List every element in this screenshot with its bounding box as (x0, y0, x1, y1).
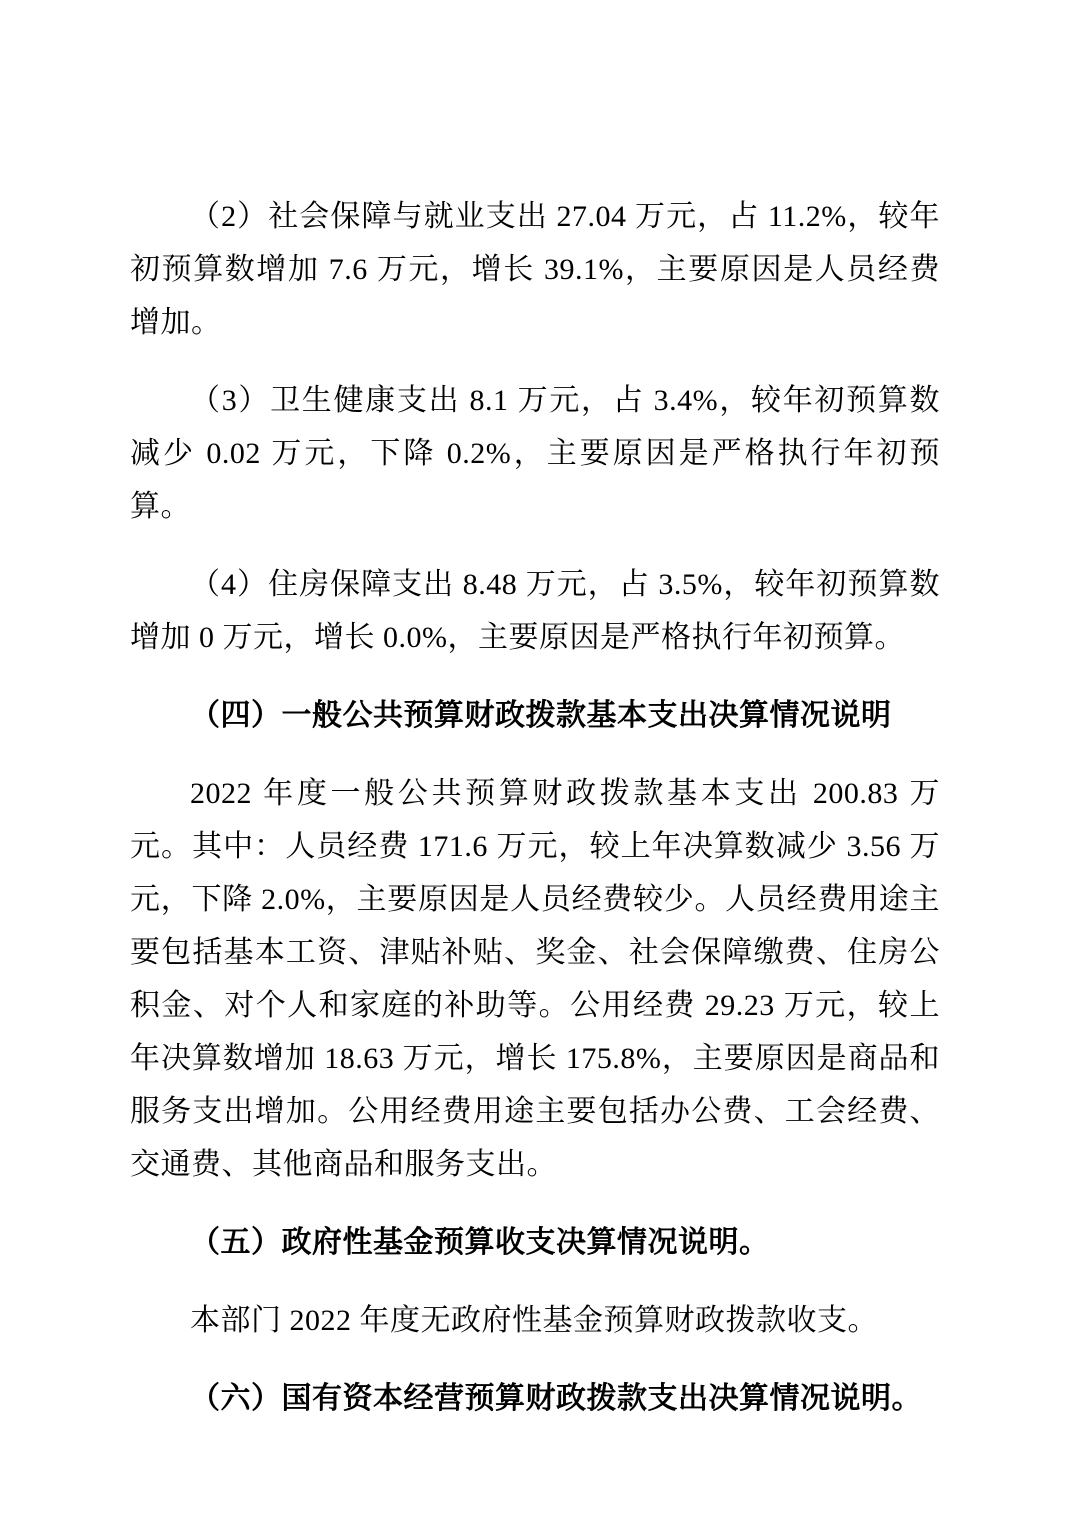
paragraph-health-expenditure: （3）卫生健康支出 8.1 万元，占 3.4%，较年初预算数减少 0.02 万元，下降 0.2%，主要原因是严格执行年初预算。 (130, 384, 940, 523)
paragraph-no-government-fund-budget: 本部门 2022 年度无政府性基金预算财政拨款收支。 (190, 1304, 878, 1337)
paragraph-housing-security-expenditure: （4）住房保障支出 8.48 万元，占 3.5%，较年初预算数增加 0 万元，增长 0.0%，主要原因是严格执行年初预算。 (130, 568, 940, 654)
section-heading-government-fund-budget: （五）政府性基金预算收支决算情况说明。 (190, 1226, 770, 1259)
paragraph-social-security-employment-expenditure: （2）社会保障与就业支出 27.04 万元，占 11.2%，较年初预算数增加 7.6 万元，增长 39.1%，主要原因是人员经费增加。 (130, 200, 940, 339)
section-heading-basic-expenditure-explanation: （四）一般公共预算财政拨款基本支出决算情况说明 (190, 699, 892, 732)
section-heading-state-capital-operation-budget: （六）国有资本经营预算财政拨款支出决算情况说明。 (190, 1382, 922, 1415)
paragraph-basic-expenditure-details: 2022 年度一般公共预算财政拨款基本支出 200.83 万元。其中：人员经费 171.6 万元，较上年决算数减少 3.56 万元，下降 2.0%，主要原因是人员经费较少。人员经费用途主要包括基本工资、津贴补贴、奖金、社会保障缴费、住房公积金、对个人和家庭的补助等。公用经费 29.23 万元，较上年决算数增加 18.63 万元，增长 175.8%，主要原因是商品和服务支出增加。公用经费用途主要包括办公费、工会经费、交通费、其他商品和服务支出。 (130, 777, 940, 1181)
